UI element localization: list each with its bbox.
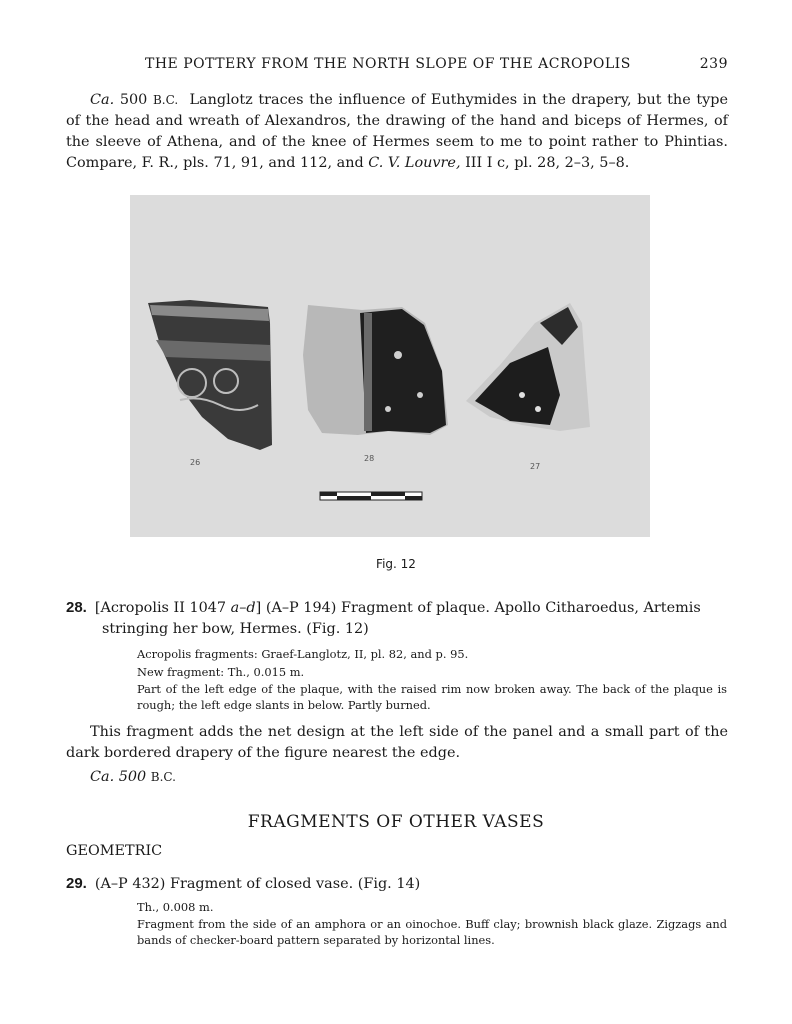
scale-bar (320, 492, 422, 500)
entry-28-date-text: Ca. 500 (90, 769, 147, 785)
entry-28-head (66, 597, 728, 640)
entry-29-detail2: Fragment from the side of an amphora or an oinochoe. Buff clay; brownish black glaze. Zigzags and bands of checker-board pattern separated by horizontal lines. (137, 917, 727, 947)
running-head-title: THE POTTERY FROM THE NORTH SLOPE OF THE ACROPOLIS (145, 56, 631, 72)
figure-caption: Fig. 12 (376, 557, 416, 571)
page-number: 239 (699, 56, 728, 72)
entry-29-detail1: Th., 0.008 m. (137, 900, 214, 914)
intro-text-end: III I c, pl. 28, 2–3, 5–8. (465, 155, 630, 171)
entry-28-paragraph (66, 722, 728, 764)
entry-29-head (66, 873, 728, 895)
entry-28-italic: a–d (230, 600, 256, 616)
entry-28-detail3: Part of the left edge of the plaque, with the raised rim now broken away. The back of the plaque is rough; the left edge slants in below. Partly burned. (137, 682, 727, 712)
entry-28-line1b: ] (A–P 194) Fragment of plaque. Apollo Citharoedus, Artemis (255, 600, 701, 616)
section-title: FRAGMENTS OF OTHER VASES (247, 812, 545, 832)
label-28: 28 (364, 454, 375, 463)
entry-28-number: 28. (66, 599, 87, 616)
entry-29-number: 29. (66, 875, 87, 892)
intro-date-num: 500 (119, 92, 148, 108)
intro-date-label: Ca. (90, 92, 115, 108)
intro-paragraph (66, 90, 728, 174)
entry-28-era: B.C. (150, 770, 176, 784)
entry-28-date (66, 767, 728, 788)
running-head (145, 56, 730, 72)
label-27: 27 (530, 462, 541, 471)
label-26: 26 (190, 458, 201, 467)
intro-text: Langlotz traces the influence of Euthymides in the drapery, but the type of the head and wreath of Alexandros, the drawing of the hand and biceps of Hermes, of the sleeve of Athena, and of the knee of Hermes seem to me to point rather to Phintias. Compare, F. R., pls. 71, 91, and 112, and (66, 92, 729, 171)
entry-28-detail1: Acropolis fragments: Graef-Langlotz, II, pl. 82, and p. 95. (137, 647, 469, 661)
intro-cva: C. V. Louvre, (368, 155, 461, 171)
entry-28-line1: [Acropolis II 1047 (94, 600, 227, 616)
entry-28-line2: stringing her bow, Hermes. (Fig. 12) (102, 621, 369, 637)
entry-28-para-text: This fragment adds the net design at the left side of the panel and a small part of the dark bordered drapery of the figure nearest the edge. (66, 724, 728, 761)
entry-28-detail2: New fragment: Th., 0.015 m. (137, 665, 305, 679)
figure-photo (130, 195, 650, 537)
entry-29-line1: (A–P 432) Fragment of closed vase. (Fig. 14) (94, 876, 421, 892)
subsection-title: GEOMETRIC (66, 843, 163, 859)
intro-era: B.C. (152, 93, 179, 107)
